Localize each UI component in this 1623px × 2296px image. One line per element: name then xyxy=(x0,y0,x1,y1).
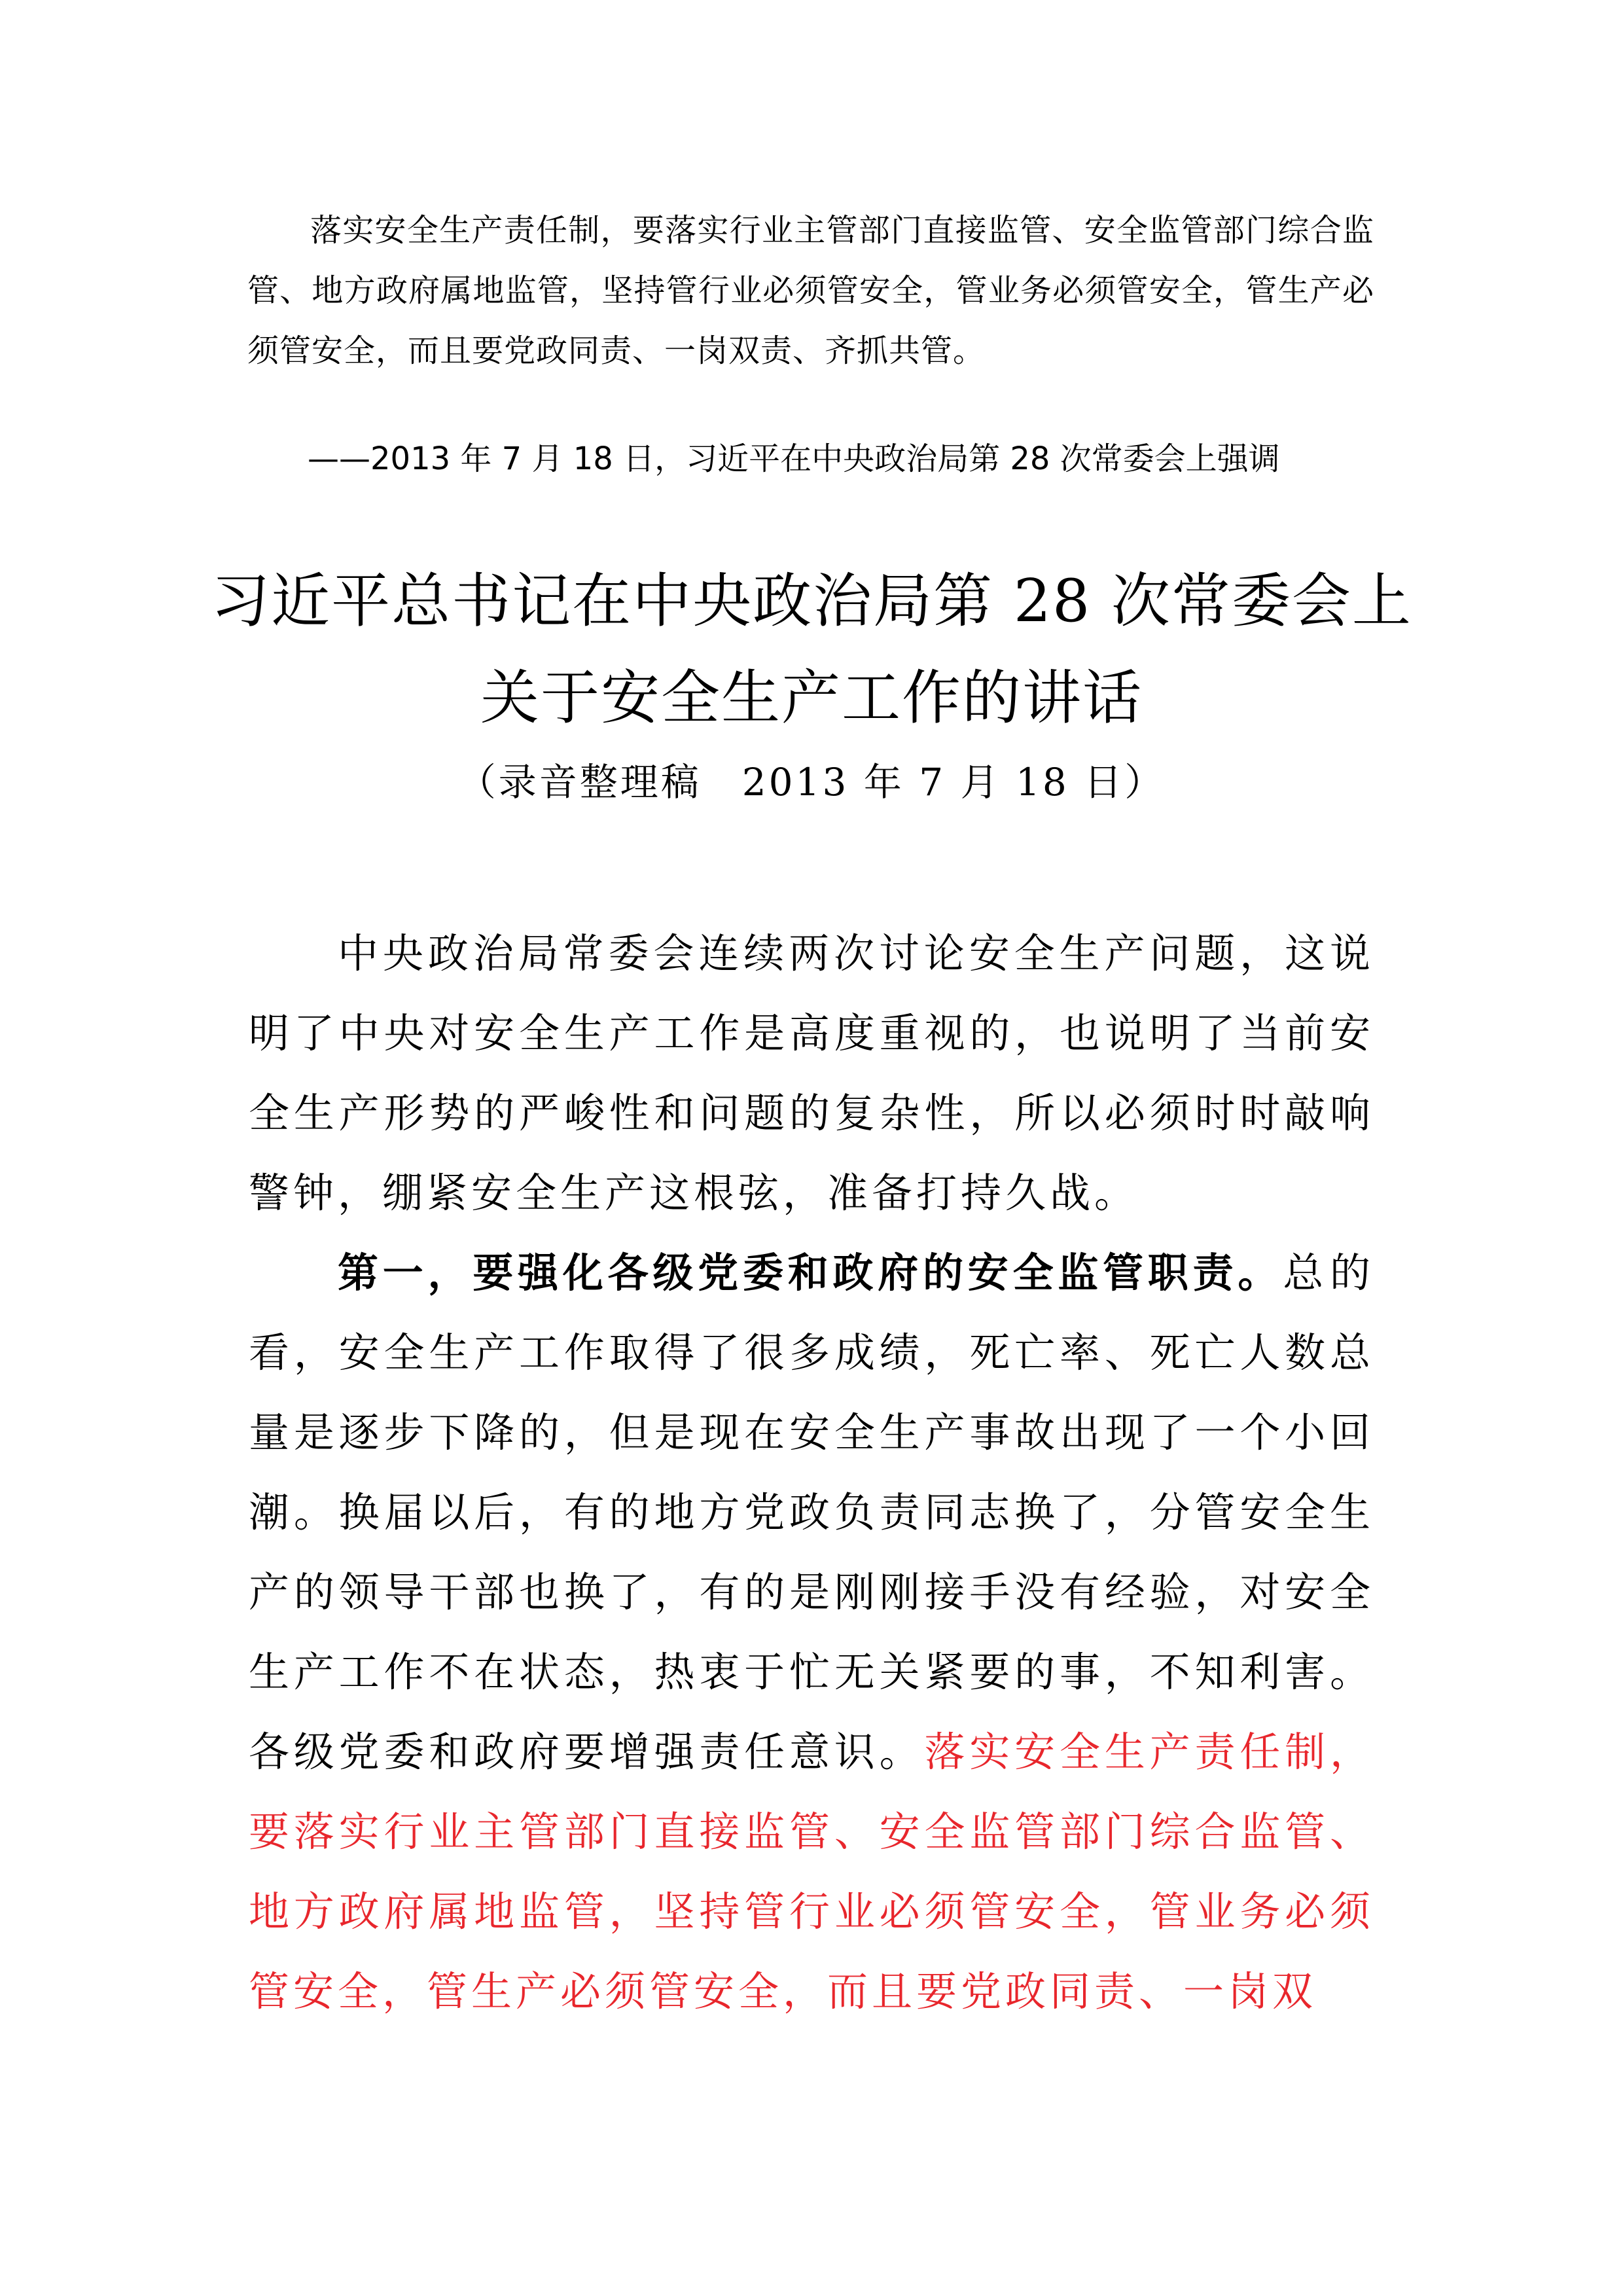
epigraph-attribution: ——2013 年 7 月 18 日，习近平在中央政治局第 28 次常委会上强调 xyxy=(308,440,1280,477)
document-title: 习近平总书记在中央政治局第 28 次常委会上关于安全生产工作的讲话 xyxy=(211,567,1412,732)
document-subtitle: （录音整理稿 2013 年 7 月 18 日） xyxy=(457,760,1166,804)
paragraph-2-text: 总的看，安全生产工作取得了很多成绩，死亡率、死亡人数总量是逐步下降的，但是现在安全生产事故出现了一个小回潮。换届以后，有的地方党政负责同志换了，分管安全生产的领导干部也换了，有的是刚刚接手没有经验，对安全生产工作不在状态，热衷于忙无关紧要的事，不知利害。各级党委和政府要增强责任意识。 xyxy=(249,1249,1374,1776)
paragraph-2-highlighted-text: 落实安全生产责任制，要落实行业主管部门直接监管、安全监管部门综合监管、地方政府属地监管，坚持管行业必须管安全，管业务必须管安全，管生产必须管安全，而且要党政同责、一岗双 xyxy=(249,1728,1374,2015)
epigraph-quote: 落实安全生产责任制，要落实行业主管部门直接监管、安全监管部门综合监管、地方政府属地监管，坚持管行业必须管安全，管业务必须管安全，管生产必须管安全，而且要党政同责、一岗双责、齐抓共管。 xyxy=(247,212,1374,369)
paragraph-2-heading: 第一，要强化各级党委和政府的安全监管职责。 xyxy=(338,1249,1283,1297)
speech-body xyxy=(249,914,1374,2032)
body-paragraph-2 xyxy=(249,1233,1374,2032)
body-paragraph-1: 中央政治局常委会连续两次讨论安全生产问题，这说明了中央对安全生产工作是高度重视的，也说明了当前安全生产形势的严峻性和问题的复杂性，所以必须时时敲响警钟，绷紧安全生产这根弦，准备打持久战。 xyxy=(249,929,1374,1217)
